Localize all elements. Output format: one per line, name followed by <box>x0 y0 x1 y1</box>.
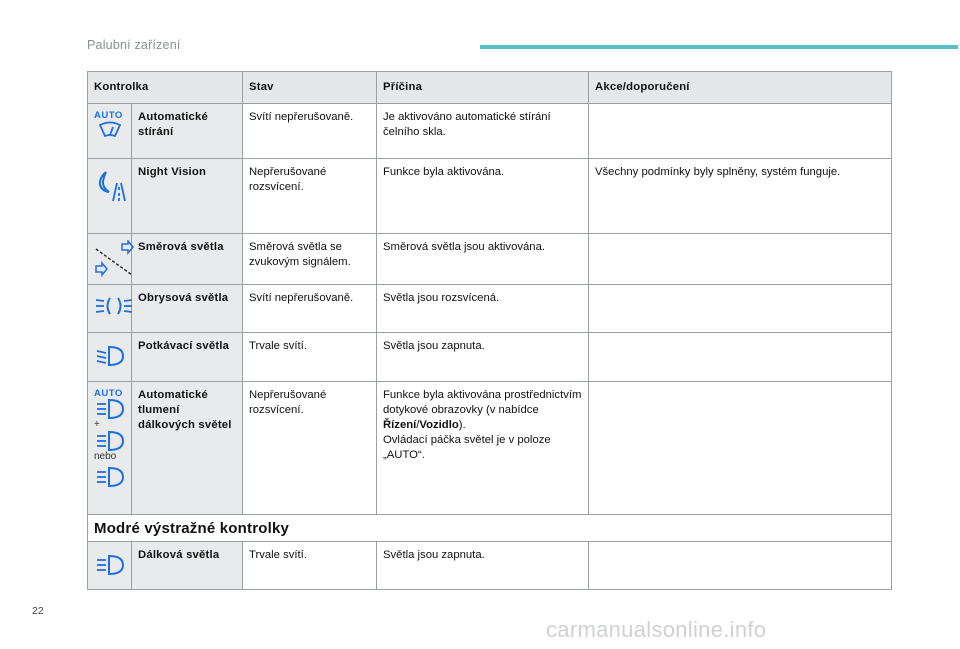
column-header-kontrolka: Kontrolka <box>88 72 243 104</box>
night-vision-icon <box>94 169 128 203</box>
table-row <box>88 382 892 515</box>
row-state: Svítí nepřerušovaně. <box>243 285 377 333</box>
turn-signals-icon <box>94 240 134 280</box>
section-header-row <box>88 515 892 542</box>
row-action <box>589 382 892 515</box>
or-label: nebo <box>94 451 117 462</box>
table-header-row <box>88 72 892 104</box>
main-beam-icon <box>95 467 125 487</box>
dipped-beam-icon <box>95 345 125 367</box>
row-name: Směrová světla <box>132 234 243 285</box>
row-state: Nepřerušované rozsvícení. <box>243 159 377 234</box>
row-cause: Světla jsou zapnuta. <box>377 542 589 590</box>
auto-high-beam-icon <box>94 388 125 487</box>
column-header-stav: Stav <box>243 72 377 104</box>
row-cause: Světla jsou rozsvícená. <box>377 285 589 333</box>
column-header-pricina: Příčina <box>377 72 589 104</box>
row-action <box>589 542 892 590</box>
row-icon-cell <box>88 234 132 285</box>
row-icon-cell <box>88 382 132 515</box>
row-state: Svítí nepřerušovaně. <box>243 104 377 159</box>
page-number: 22 <box>32 605 44 617</box>
row-state: Směrová světla se zvukovým signálem. <box>243 234 377 285</box>
row-action: Všechny podmínky byly splněny, systém funguje. <box>589 159 892 234</box>
main-beam-icon <box>95 554 125 576</box>
row-cause: Je aktivováno automatické stírání čelního skla. <box>377 104 589 159</box>
side-lights-icon <box>94 295 134 317</box>
row-icon-cell <box>88 159 132 234</box>
row-name: Potkávací světla <box>132 333 243 382</box>
section-header-title: Palubní zařízení <box>87 38 181 52</box>
menu-name-rizeni: Řízení <box>383 419 417 431</box>
main-beam-icon <box>95 431 125 451</box>
table-row <box>88 234 892 285</box>
plus-label: + <box>94 419 100 430</box>
table-row <box>88 159 892 234</box>
row-icon-cell <box>88 104 132 159</box>
cause-text: Funkce byla aktivována prostřednictvím dotykové obrazovky (v nabídce <box>383 389 582 416</box>
row-name: Night Vision <box>132 159 243 234</box>
row-cause: Směrová světla jsou aktivována. <box>377 234 589 285</box>
row-state: Trvale svítí. <box>243 333 377 382</box>
row-name: Automatické tlumení dálkových světel <box>132 382 243 515</box>
column-header-akce: Akce/doporučení <box>589 72 892 104</box>
row-name: Obrysová světla <box>132 285 243 333</box>
table-row <box>88 542 892 590</box>
row-cause: Funkce byla aktivována. <box>377 159 589 234</box>
row-icon-cell <box>88 333 132 382</box>
cause-text-end: ). <box>458 419 466 431</box>
row-cause <box>377 382 589 515</box>
row-icon-cell <box>88 285 132 333</box>
row-action <box>589 333 892 382</box>
watermark: carmanualsonline.info <box>546 617 767 642</box>
main-beam-icon <box>95 399 125 419</box>
table-row <box>88 285 892 333</box>
row-name: Automatické stírání <box>132 104 243 159</box>
auto-wiper-icon-label: AUTO <box>94 110 123 121</box>
row-action <box>589 234 892 285</box>
table-row <box>88 333 892 382</box>
row-state: Trvale svítí. <box>243 542 377 590</box>
row-icon-cell <box>88 542 132 590</box>
warning-lights-table <box>87 71 892 590</box>
row-state: Nepřerušované rozsvícení. <box>243 382 377 515</box>
row-name: Dálková světla <box>132 542 243 590</box>
row-action <box>589 285 892 333</box>
cause-text-lever: Ovládací páčka světel je v poloze „AUTO“. <box>383 434 551 461</box>
auto-wiper-icon <box>94 110 125 141</box>
auto-label: AUTO <box>94 388 123 399</box>
row-action <box>589 104 892 159</box>
menu-separator: / <box>416 419 420 431</box>
row-cause: Světla jsou zapnuta. <box>377 333 589 382</box>
table-row <box>88 104 892 159</box>
menu-name-vozidlo: Vozidlo <box>419 419 459 431</box>
section-title-blue-warning-lights: Modré výstražné kontrolky <box>88 515 892 542</box>
header-accent-bar <box>480 45 958 49</box>
